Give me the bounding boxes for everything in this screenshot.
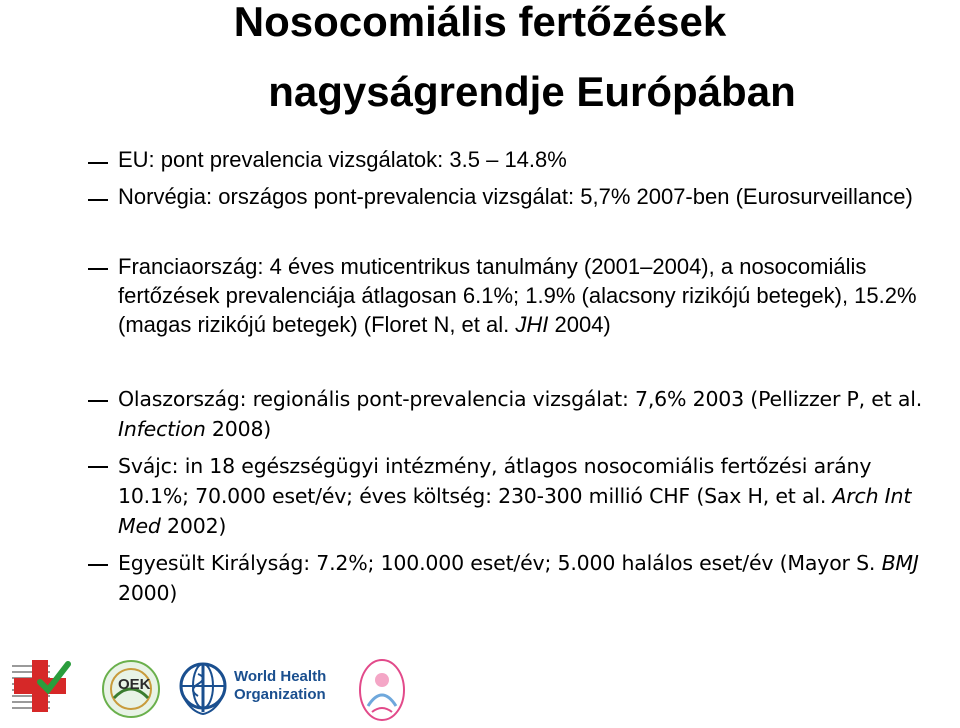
bullet-text: Svájc: in 18 egészségügyi intézmény, átlagos nosocomiális fertőzési arány 10.1%; 70.000 eset/év; éves költség: 230-300 millió CHF (Sax H, et al. — [118, 454, 872, 508]
bullet-dash — [88, 162, 108, 164]
who-name-line-2: Organization — [234, 686, 326, 703]
bullet-text: EU: pont prevalencia vizsgálatok: 3.5 – 14.8% — [118, 147, 567, 172]
bullet-text: Norvégia: országos pont-prevalencia vizsgálat: 5,7% 2007-ben (Eurosurveillance) — [118, 184, 913, 209]
bullet-dash — [88, 268, 108, 270]
bullet-uk — [118, 548, 948, 608]
bullet-text: Franciaország: 4 éves muticentrikus tanulmány (2001–2004), a nosocomiális fertőzések prevalenciája átlagosan 6.1%; 1.9% (alacsony rizikójú betegek), 15.2% (magas rizikójú betegek) (Floret N, et al. — [118, 254, 917, 337]
bullet-dash — [88, 466, 108, 468]
bullet-text: Egyesült Királyság: 7.2%; 100.000 eset/év; 5.000 halálos eset/év (Mayor S. — [118, 551, 882, 575]
bullet-text: Olaszország: regionális pont-prevalencia vizsgálat: 7,6% 2003 (Pellizzer P, et al. — [118, 387, 923, 411]
bullet-dash — [88, 199, 108, 201]
oek-label: OEK — [118, 676, 151, 693]
bullet-dash — [88, 400, 108, 402]
bullet-text: 2004) — [548, 312, 611, 337]
bullet-norway — [118, 182, 948, 211]
title-line-1: Nosocomiális fertőzések — [233, 0, 727, 45]
title-line-2: nagyságrendje Európában — [268, 68, 796, 115]
journal-name: Infection — [118, 417, 206, 441]
logo-strip — [0, 640, 960, 728]
bullet-dash — [88, 564, 108, 566]
bullet-italy — [118, 384, 948, 444]
bullet-text: 2000) — [118, 581, 178, 605]
bullet-eu — [118, 145, 948, 174]
journal-name: JHI — [515, 312, 549, 337]
cross-logo — [10, 656, 76, 724]
bullet-france — [118, 252, 948, 339]
hygiene-logo — [356, 654, 408, 724]
bullet-switzerland — [118, 451, 948, 541]
who-name-line-1: World Health — [234, 668, 327, 685]
journal-name: BMJ — [881, 551, 919, 575]
journal-name: Arch Int Med — [118, 484, 912, 538]
bullet-text: 2002) — [160, 514, 227, 538]
bullet-text: 2008) — [205, 417, 272, 441]
who-emblem-icon — [176, 658, 230, 718]
